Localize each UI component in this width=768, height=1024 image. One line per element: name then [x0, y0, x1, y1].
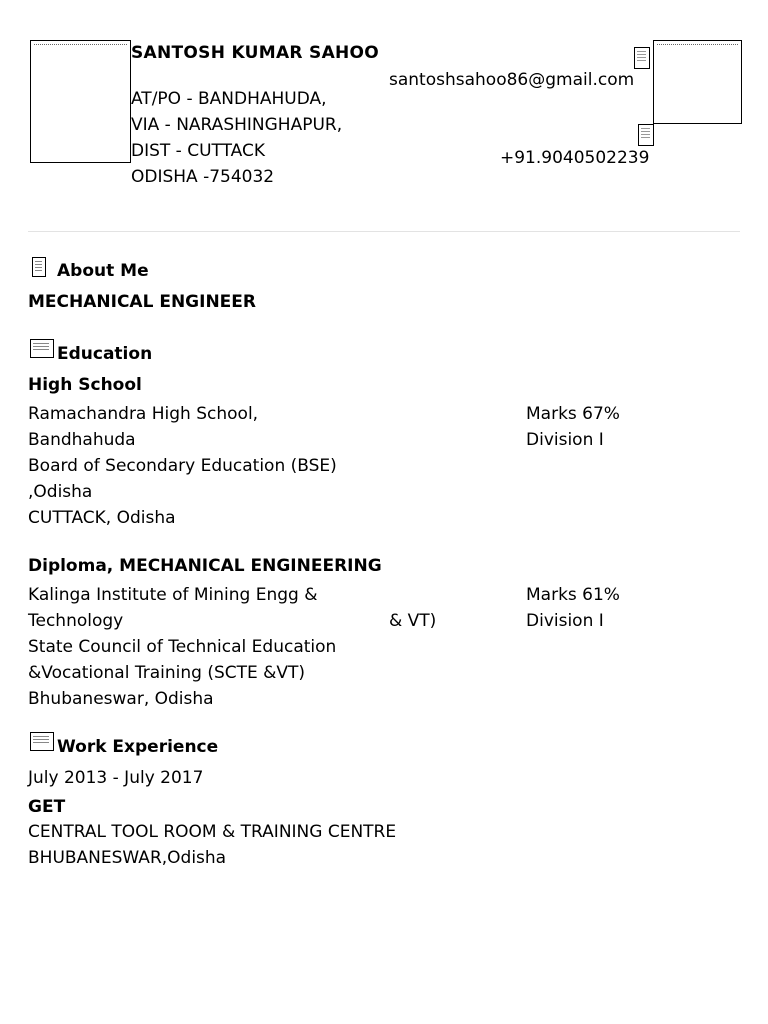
education-line: Board of Secondary Education (BSE) — [28, 456, 337, 476]
education-line: Bhubaneswar, Odisha — [28, 689, 214, 709]
education-line: Technology — [28, 611, 124, 631]
address-line: ODISHA -754032 — [131, 167, 275, 187]
work-line: CENTRAL TOOL ROOM & TRAINING CENTRE — [28, 822, 397, 842]
email-icon — [634, 47, 650, 69]
address-line: AT/PO - BANDHAHUDA, — [131, 89, 327, 109]
education-grades — [526, 401, 620, 453]
address-block — [131, 86, 342, 190]
education-line: CUTTACK, Odisha — [28, 508, 176, 528]
work-details — [28, 819, 396, 871]
marks: Marks 67% — [526, 404, 620, 424]
education-line: ,Odisha — [28, 482, 93, 502]
division: Division I — [526, 611, 604, 631]
education-title: Education — [57, 344, 153, 364]
education-heading: Diploma, MECHANICAL ENGINEERING — [28, 556, 382, 576]
profile-photo-placeholder — [30, 40, 131, 163]
address-line: DIST - CUTTACK — [131, 141, 266, 161]
education-grades — [526, 582, 620, 634]
education-line: Kalinga Institute of Mining Engg & — [28, 585, 318, 605]
candidate-name: SANTOSH KUMAR SAHOO — [131, 43, 380, 63]
division: Division I — [526, 430, 604, 450]
work-line: BHUBANESWAR,Odisha — [28, 848, 227, 868]
address-line: VIA - NARASHINGHAPUR, — [131, 115, 343, 135]
work-title: Work Experience — [57, 737, 219, 757]
education-line: Ramachandra High School, — [28, 404, 259, 424]
education-icon — [30, 339, 54, 358]
education-details — [28, 582, 336, 712]
overflow-text: & VT) — [389, 611, 437, 631]
phone-number[interactable]: +91.9040502239 — [500, 148, 650, 168]
work-icon — [30, 732, 54, 751]
about-title: About Me — [57, 261, 149, 281]
education-line: &Vocational Training (SCTE &VT) — [28, 663, 306, 683]
marks: Marks 61% — [526, 585, 620, 605]
header-divider — [28, 231, 740, 232]
education-details — [28, 401, 337, 531]
education-heading: High School — [28, 375, 142, 395]
work-role: GET — [28, 797, 66, 817]
work-dates: July 2013 - July 2017 — [28, 768, 204, 788]
education-line: State Council of Technical Education — [28, 637, 337, 657]
image-placeholder — [653, 40, 742, 124]
phone-icon — [638, 124, 654, 146]
education-line: Bandhahuda — [28, 430, 136, 450]
email-address[interactable]: santoshsahoo86@gmail.com — [389, 70, 635, 90]
about-text: MECHANICAL ENGINEER — [28, 292, 256, 312]
person-icon — [32, 257, 46, 277]
